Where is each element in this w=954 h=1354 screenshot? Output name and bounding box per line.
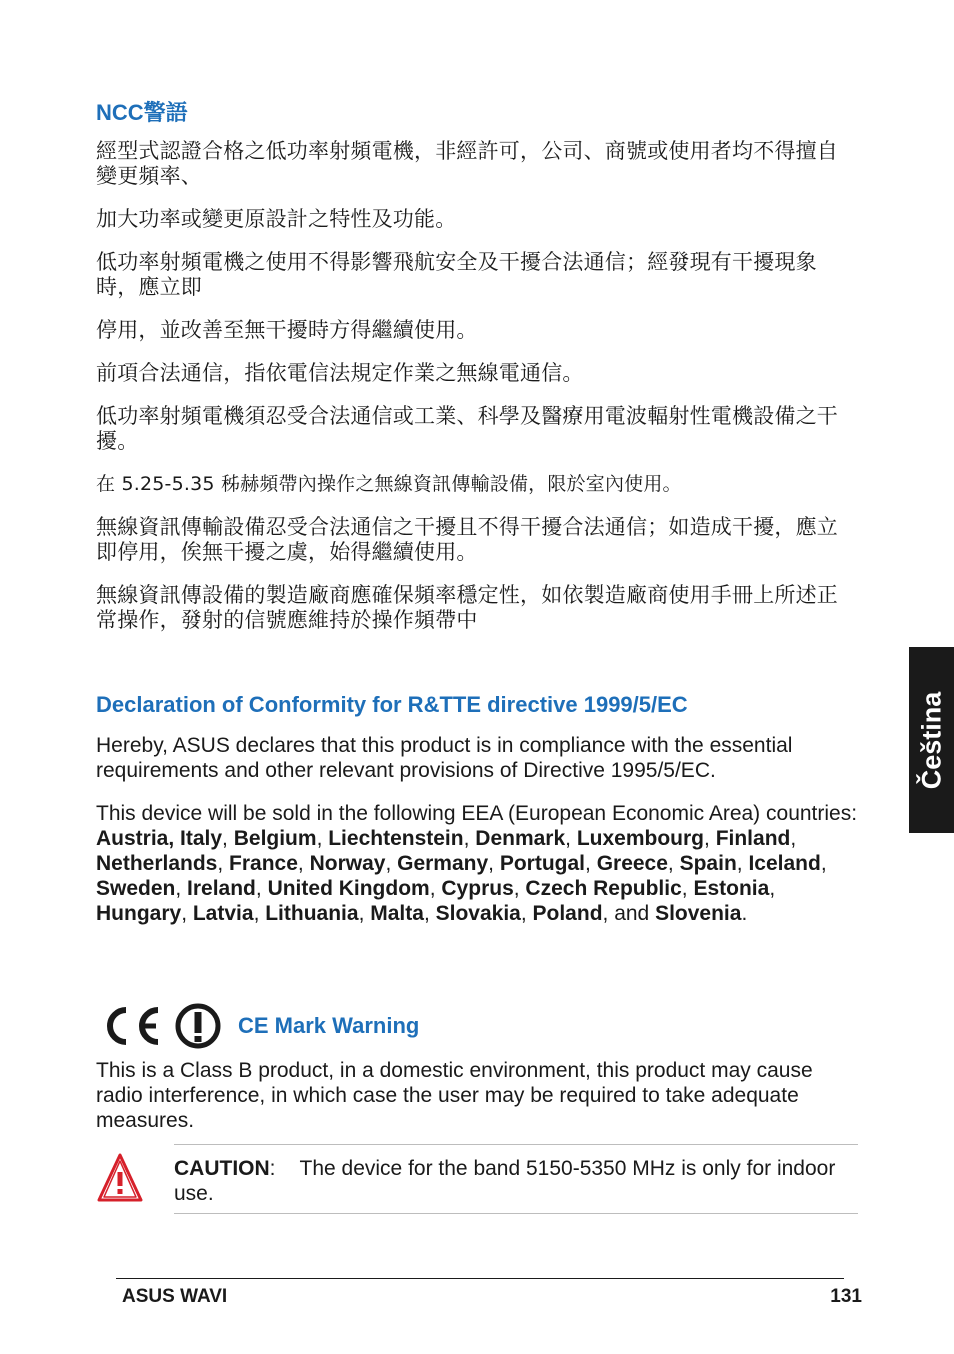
country-separator: , (790, 827, 797, 850)
doc-paragraph-2 (96, 801, 858, 926)
country-name: Denmark (475, 827, 566, 850)
country-name: Luxembourg (576, 827, 705, 850)
country-name: Iceland (748, 852, 821, 875)
caution-bottom-rule (174, 1213, 858, 1214)
ncc-paragraph: 停用，並改善至無干擾時方得繼續使用。 (96, 318, 478, 342)
country-separator: , (297, 852, 310, 875)
ncc-paragraph: 無線資訊傳設備的製造廠商應確保頻率穩定性，如依製造廠商使用手冊上所述正常操作，發射的信號應維持於操作頻帶中 (96, 583, 838, 632)
ncc-section (96, 96, 858, 651)
country-separator: , (488, 852, 500, 875)
country-separator: , (565, 827, 577, 850)
country-separator: , (736, 852, 749, 875)
country-separator: , (385, 852, 398, 875)
ncc-paragraph: 無線資訊傳輸設備忍受合法通信之干擾且不得干擾合法通信；如造成干擾，應立即停用，俟無干擾之虞，始得繼續使用。 (96, 515, 838, 564)
country-name: Portugal (499, 852, 586, 875)
country-name: Lithuania (265, 902, 359, 925)
ncc-paragraph: 加大功率或變更原設計之特性及功能。 (96, 207, 457, 231)
ce-heading-row (96, 1002, 419, 1050)
doc-paragraph-2-intro: This device will be sold in the following EEA (European Economic Area) countries: (96, 802, 858, 825)
country-name: Estonia (693, 877, 770, 900)
country-name: Norway (309, 852, 386, 875)
country-name: Hungary (96, 902, 182, 925)
period: . (741, 902, 748, 925)
caution-top-rule (174, 1144, 858, 1145)
country-name: Belgium (233, 827, 317, 850)
country-name: Sweden (96, 877, 176, 900)
alert-mark-icon (172, 1002, 224, 1050)
doc-section (96, 692, 858, 944)
country-name: Slovakia (435, 902, 521, 925)
country-name: Latvia (192, 902, 254, 925)
country-separator: , (316, 827, 329, 850)
caution-message: The device for the band 5150-5350 MHz is only for indoor use. (174, 1157, 836, 1205)
country-separator: , (253, 902, 266, 925)
country-name: Austria, Italy (96, 827, 223, 850)
caution-box (96, 1144, 858, 1214)
language-tab-label: Čeština (916, 691, 947, 789)
country-separator: , (681, 877, 694, 900)
country-separator: , (358, 902, 371, 925)
footer-rule (116, 1278, 844, 1279)
footer-product: ASUS WAVI (122, 1286, 228, 1307)
country-separator: , (820, 852, 827, 875)
country-separator: , (175, 877, 188, 900)
country-name: France (229, 852, 298, 875)
ce-heading: CE Mark Warning (238, 1013, 420, 1038)
country-separator: , (255, 877, 268, 900)
ncc-paragraph: 在 5.25-5.35 秭赫頻帶內操作之無線資訊傳輸設備，限於室內使用。 (96, 473, 682, 495)
country-separator: , (585, 852, 597, 875)
country-name: Malta (370, 902, 424, 925)
country-name: Spain (679, 852, 737, 875)
page-number: 131 (830, 1286, 862, 1307)
country-name: Netherlands (96, 852, 218, 875)
country-name: Finland (715, 827, 791, 850)
country-name: Poland (532, 902, 603, 925)
country-name: Czech Republic (525, 877, 682, 900)
country-name: Ireland (187, 877, 256, 900)
ce-mark-icon (96, 1002, 164, 1050)
country-separator: , (667, 852, 680, 875)
country-name: Liechtenstein (328, 827, 464, 850)
ncc-paragraph: 低功率射頻電機之使用不得影響飛航安全及干擾合法通信；經發現有干擾現象時，應立即 (96, 250, 817, 299)
ncc-heading: NCC警語 (96, 100, 188, 125)
caution-label: CAUTION (174, 1157, 270, 1180)
country-separator: , (520, 902, 533, 925)
country-name: Greece (596, 852, 668, 875)
ncc-paragraph: 前項合法通信，指依電信法規定作業之無線電通信。 (96, 361, 584, 385)
country-separator: , (217, 852, 230, 875)
country-name: Slovenia (655, 902, 742, 925)
doc-paragraph-1: Hereby, ASUS declares that this product is in compliance with the essential requirements and other relevant provisions of Directive 1995/5/EC. (96, 734, 793, 782)
ce-text: This is a Class B product, in a domestic environment, this product may cause radio interference, in which case the user may be required to take adequate measures. (96, 1059, 813, 1132)
country-name: United Kingdom (267, 877, 430, 900)
caution-text (174, 1156, 858, 1206)
country-separator: , (429, 877, 442, 900)
warning-triangle-icon (96, 1152, 144, 1206)
country-separator: , (704, 827, 716, 850)
ce-section (96, 1058, 858, 1151)
country-separator: , (463, 827, 476, 850)
language-side-tab (909, 647, 954, 833)
country-separator: , (769, 877, 776, 900)
ncc-paragraph: 經型式認證合格之低功率射頻電機，非經許可，公司、商號或使用者均不得擅自變更頻率、 (96, 139, 838, 188)
country-separator: , (222, 827, 234, 850)
caution-colon: : (269, 1157, 276, 1180)
ncc-paragraph: 低功率射頻電機須忍受合法通信或工業、科學及醫療用電波輻射性電機設備之干擾。 (96, 404, 838, 453)
country-separator: , (513, 877, 526, 900)
country-separator: , (423, 902, 436, 925)
and-word: , and (602, 902, 656, 925)
doc-heading: Declaration of Conformity for R&TTE directive 1999/5/EC (96, 692, 688, 717)
country-name: Germany (397, 852, 489, 875)
country-name: Cyprus (441, 877, 514, 900)
country-separator: , (181, 902, 193, 925)
